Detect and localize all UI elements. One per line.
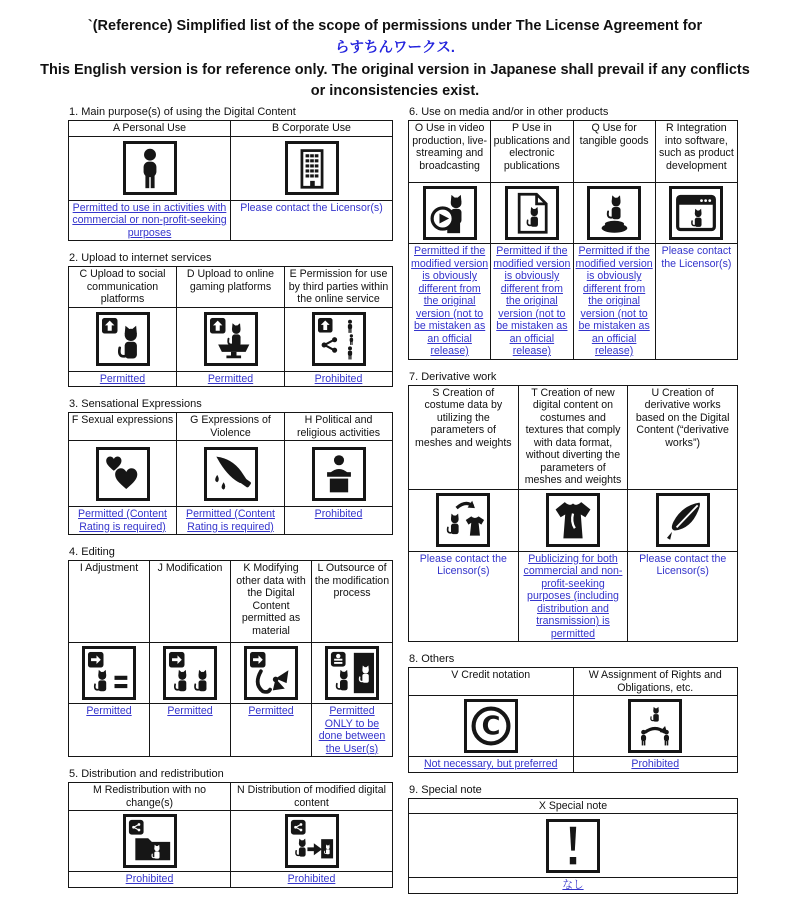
header-c-social-upload: C Upload to social communication platforms bbox=[69, 267, 177, 308]
document-title bbox=[0, 0, 790, 103]
header-h-political: H Political and religious activities bbox=[285, 413, 393, 441]
section-main-purpose bbox=[68, 106, 393, 241]
exclamation-icon bbox=[551, 824, 595, 868]
section-title: 7. Derivative work bbox=[409, 370, 497, 383]
icon-box bbox=[464, 699, 518, 753]
section-title: 2. Upload to internet services bbox=[69, 252, 212, 264]
share-folder-cat-icon bbox=[128, 819, 172, 863]
section-media-products bbox=[408, 106, 738, 360]
section-6-table bbox=[408, 120, 738, 360]
icon-box bbox=[587, 186, 641, 240]
header-e-third-party: E Permission for use by third parties within the online service bbox=[285, 267, 393, 308]
icon-box bbox=[312, 447, 366, 501]
figurine-cat-icon bbox=[592, 191, 636, 235]
status-e: Prohibited bbox=[285, 371, 393, 387]
publication-cat-icon bbox=[510, 191, 554, 235]
header-i-adjustment: I Adjustment bbox=[69, 561, 150, 643]
section-distribution bbox=[68, 768, 393, 888]
header-f-sexual: F Sexual expressions bbox=[69, 413, 177, 441]
icon-box bbox=[669, 186, 723, 240]
icon-box bbox=[123, 814, 177, 868]
section-editing bbox=[68, 546, 393, 757]
section-title: 5. Distribution and redistribution bbox=[69, 768, 224, 780]
svg-text:C: C bbox=[481, 711, 501, 742]
header-p-publications: P Use in publications and electronic publications bbox=[491, 121, 573, 183]
header-w-assignment: W Assignment of Rights and Obligations, etc. bbox=[573, 668, 738, 696]
header-k-modifying-other-data: K Modifying other data with the Digital Content permitted as material bbox=[231, 561, 312, 643]
section-sensational bbox=[68, 398, 393, 535]
section-9-table bbox=[408, 798, 738, 894]
rights-transfer-icon bbox=[633, 704, 677, 748]
status-w: Prohibited bbox=[573, 757, 738, 773]
copyright-icon bbox=[469, 704, 513, 748]
upload-share-people-icon bbox=[317, 317, 361, 361]
section-title: 8. Others bbox=[409, 653, 455, 665]
right-column bbox=[408, 106, 738, 905]
icon-box bbox=[96, 447, 150, 501]
building-icon bbox=[290, 146, 334, 190]
section-derivative-work bbox=[408, 371, 738, 643]
status-d: Permitted bbox=[177, 371, 285, 387]
clothing-icon bbox=[551, 498, 595, 542]
status-b: Please contact the Licensor(s) bbox=[231, 200, 393, 241]
section-title: 1. Main purpose(s) of using the Digital Content bbox=[69, 106, 296, 118]
header-d-gaming-upload: D Upload to online gaming platforms bbox=[177, 267, 285, 308]
section-4-table bbox=[68, 560, 393, 757]
icon-box bbox=[285, 814, 339, 868]
status-t: Publicizing for both commercial and non-profit-seeking purposes (including distribution and transmission) is permitted bbox=[518, 551, 628, 642]
status-m: Prohibited bbox=[69, 872, 231, 888]
header-g-violence: G Expressions of Violence bbox=[177, 413, 285, 441]
header-n-modified-distribution: N Distribution of modified digital content bbox=[231, 783, 393, 811]
status-x: なし bbox=[409, 878, 738, 894]
icon-box bbox=[325, 646, 379, 700]
hearts-icon bbox=[101, 452, 145, 496]
edit-material-icon bbox=[249, 651, 293, 695]
header-v-credit: V Credit notation bbox=[409, 668, 574, 696]
section-2-table bbox=[68, 266, 393, 387]
software-window-cat-icon bbox=[674, 191, 718, 235]
status-l: Permitted ONLY to be done between the User(s) bbox=[312, 704, 393, 757]
status-v: Not necessary, but preferred bbox=[409, 757, 574, 773]
header-b-corporate-use: B Corporate Use bbox=[231, 121, 393, 137]
icon-box bbox=[204, 447, 258, 501]
status-p: Permitted if the modified version is obviously different from the original version (not to be mistaken as an official release) bbox=[491, 244, 573, 360]
icon-box bbox=[656, 493, 710, 547]
knife-blood-icon bbox=[209, 452, 253, 496]
header-q-tangible-goods: Q Use for tangible goods bbox=[573, 121, 655, 183]
title-line-2: This English version is for reference only. The original version in Japanese shall prevail if any conflicts or inconsistencies exist. bbox=[40, 61, 750, 100]
section-5-table bbox=[68, 782, 393, 888]
left-column bbox=[68, 106, 393, 899]
header-x-special-note: X Special note bbox=[409, 798, 738, 814]
outsource-icon bbox=[330, 651, 374, 695]
status-f: Permitted (Content Rating is required) bbox=[69, 507, 177, 535]
header-m-redistribution: M Redistribution with no change(s) bbox=[69, 783, 231, 811]
header-o-video: O Use in video production, live-streaming and broadcasting bbox=[409, 121, 491, 183]
section-special-note bbox=[408, 784, 738, 894]
section-title: 6. Use on media and/or in other products bbox=[409, 106, 609, 118]
status-r: Please contact the Licensor(s) bbox=[655, 244, 737, 360]
person-icon bbox=[128, 146, 172, 190]
status-j: Permitted bbox=[150, 704, 231, 757]
header-j-modification: J Modification bbox=[150, 561, 231, 643]
section-1-table bbox=[68, 120, 393, 241]
section-3-table bbox=[68, 412, 393, 535]
edit-two-cats-icon bbox=[168, 651, 212, 695]
costume-recycle-cat-icon bbox=[441, 498, 485, 542]
section-title: 3. Sensational Expressions bbox=[69, 398, 202, 410]
icon-box bbox=[96, 312, 150, 366]
icon-box bbox=[82, 646, 136, 700]
status-i: Permitted bbox=[69, 704, 150, 757]
title-line-1: `(Reference) Simplified list of the scope of permissions under The License Agreement for bbox=[87, 18, 703, 34]
status-o: Permitted if the modified version is obviously different from the original version (not to be mistaken as an official release) bbox=[409, 244, 491, 360]
header-u-derivative-works: U Creation of derivative works based on the Digital Content (“derivative works”) bbox=[628, 385, 738, 489]
header-l-outsource: L Outsource of the modification process bbox=[312, 561, 393, 643]
upload-cat-icon bbox=[101, 317, 145, 361]
section-7-table bbox=[408, 385, 738, 643]
header-t-new-content: T Creation of new digital content on costumes and textures that comply with data format, without diverting the parameters of meshes and weights bbox=[518, 385, 628, 489]
brand-name: らすちんワークス. bbox=[335, 39, 455, 56]
section-others bbox=[408, 653, 738, 773]
icon-box bbox=[244, 646, 298, 700]
header-s-costume-data: S Creation of costume data by utilizing the parameters of meshes and weights bbox=[409, 385, 519, 489]
status-n: Prohibited bbox=[231, 872, 393, 888]
section-title: 9. Special note bbox=[409, 783, 482, 796]
fountain-pen-icon bbox=[661, 498, 705, 542]
icon-box bbox=[546, 493, 600, 547]
header-a-personal-use: A Personal Use bbox=[69, 121, 231, 137]
section-8-table bbox=[408, 667, 738, 773]
status-h: Prohibited bbox=[285, 507, 393, 535]
share-modified-cat-icon bbox=[290, 819, 334, 863]
icon-box bbox=[204, 312, 258, 366]
icon-box bbox=[436, 493, 490, 547]
status-a: Permitted to use in activities with commercial or non-profit-seeking purposes bbox=[69, 200, 231, 241]
upload-gaming-cat-icon bbox=[209, 317, 253, 361]
section-upload bbox=[68, 252, 393, 387]
icon-box bbox=[285, 141, 339, 195]
icon-box bbox=[546, 819, 600, 873]
podium-speaker-icon bbox=[317, 452, 361, 496]
icon-box bbox=[163, 646, 217, 700]
edit-cat-equals-icon bbox=[87, 651, 131, 695]
icon-box bbox=[123, 141, 177, 195]
video-cat-icon bbox=[428, 191, 472, 235]
icon-box bbox=[423, 186, 477, 240]
icon-box bbox=[312, 312, 366, 366]
status-k: Permitted bbox=[231, 704, 312, 757]
section-title: 4. Editing bbox=[69, 546, 115, 558]
status-c: Permitted bbox=[69, 371, 177, 387]
header-r-software: R Integration into software, such as product development bbox=[655, 121, 737, 183]
status-g: Permitted (Content Rating is required) bbox=[177, 507, 285, 535]
status-s: Please contact the Licensor(s) bbox=[409, 551, 519, 642]
status-u: Please contact the Licensor(s) bbox=[628, 551, 738, 642]
status-q: Permitted if the modified version is obviously different from the original version (not to be mistaken as an official release) bbox=[573, 244, 655, 360]
icon-box bbox=[505, 186, 559, 240]
icon-box bbox=[628, 699, 682, 753]
